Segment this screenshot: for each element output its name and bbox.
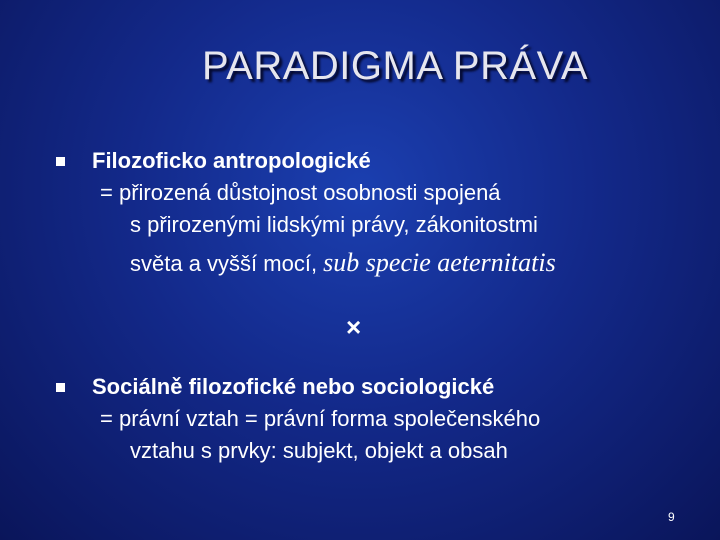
bullet1-line2: = přirozená důstojnost osobnosti spojená — [100, 180, 501, 205]
slide-title: PARADIGMA PRÁVA — [201, 44, 589, 88]
bullet1-latin-phrase: sub specie aeternitatis — [323, 248, 556, 277]
bullet2-line2: = právní vztah = právní forma společenského — [100, 406, 541, 431]
bullet-square-icon — [56, 383, 65, 392]
separator-cross-icon: × — [346, 312, 362, 342]
bullet2-line3: vztahu s prvky: subjekt, objekt a obsah — [130, 438, 508, 463]
bullet1-line4 — [130, 248, 556, 279]
bullet1-line3: s přirozenými lidskými právy, zákonitostmi — [130, 212, 538, 237]
bullet-square-icon — [56, 157, 65, 166]
bullet1-line4-text: světa a vyšší mocí, — [130, 251, 324, 276]
bullet1-heading: Filozoficko antropologické — [92, 148, 371, 173]
bullet2-heading: Sociálně filozofické nebo sociologické — [92, 374, 495, 399]
page-number: 9 — [668, 510, 675, 524]
